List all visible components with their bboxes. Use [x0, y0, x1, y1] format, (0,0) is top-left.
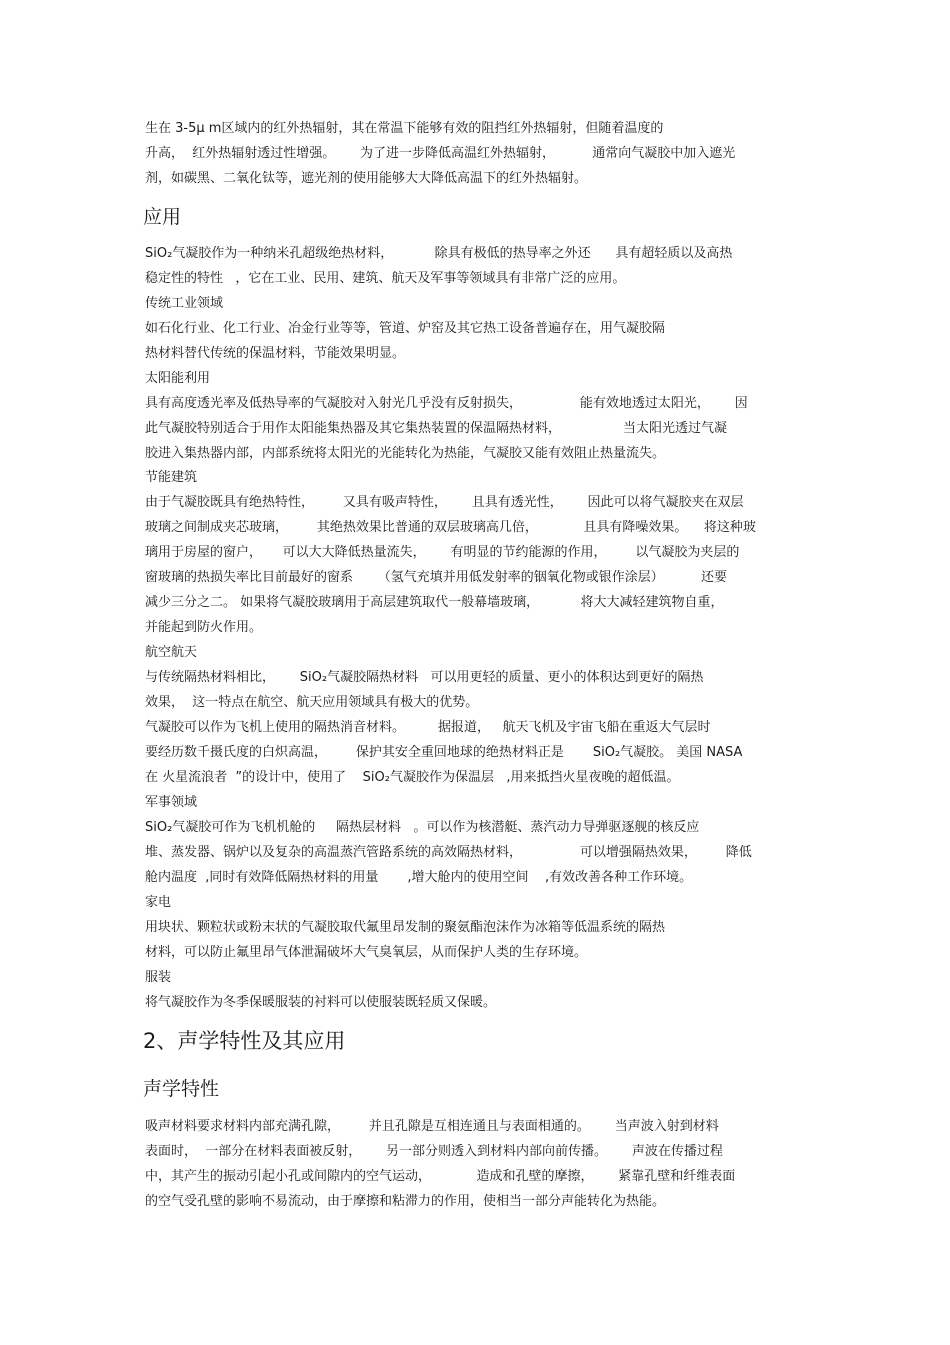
- paragraph-line: 的空气受孔壁的影响不易流动，由于摩擦和粘滞力的作用，使相当一部分声能转化为热能。: [145, 1194, 666, 1209]
- paragraph-line: 堆、蒸发器、锅炉以及复杂的高温蒸汽管路系统的高效隔热材料， 可以增强隔热效果， 降低: [145, 845, 752, 860]
- section-heading-acoustic: 2、声学特性及其应用: [143, 1029, 346, 1053]
- paragraph-line: SiO₂气凝胶可作为飞机机舱的 隔热层材料 。可以作为核潜艇、蒸汽动力导弹驱逐舰的核反应: [145, 820, 700, 835]
- paragraph-line: 此气凝胶特别适合于用作太阳能集热器及其它集热装置的保温隔热材料， 当太阳光透过气凝: [145, 421, 727, 436]
- paragraph-line: 效果， 这一特点在航空、航天应用领域具有极大的优势。: [145, 695, 479, 710]
- intro-line: 剂，如碳黑、二氧化钛等，遮光剂的使用能够大大降低高温下的红外热辐射。: [145, 171, 588, 186]
- subsection-title-clothing: 服装: [145, 970, 172, 985]
- paragraph-line: 减少三分之二。 如果将气凝胶玻璃用于高层建筑取代一般幕墙玻璃， 将大大减轻建筑物自重，: [145, 595, 724, 610]
- paragraph-line: 窗玻璃的热损失率比目前最好的窗系 （氢气充填并用低发射率的铟氧化物或银作涂层） 还要: [145, 570, 727, 585]
- paragraph-line: SiO₂气凝胶作为一种纳米孔超级绝热材料， 除具有极低的热导率之外还 具有超轻质以及高热: [145, 246, 733, 261]
- paragraph-line: 玻璃之间制成夹芯玻璃， 其绝热效果比普通的双层玻璃高几倍， 且具有降噪效果。 将这种玻: [145, 520, 756, 535]
- subsection-title-solar: 太阳能利用: [145, 371, 211, 386]
- subsection-title-aerospace: 航空航天: [145, 645, 198, 660]
- intro-line: 升高， 红外热辐射透过性增强。 为了进一步降低高温红外热辐射， 通常向气凝胶中加入遮光: [145, 146, 736, 161]
- paragraph-line: 将气凝胶作为冬季保暖服装的衬料可以使服装既轻质又保暖。: [145, 995, 497, 1010]
- subsection-heading-acoustic-properties: 声学特性: [143, 1078, 220, 1100]
- paragraph-line: 璃用于房屋的窗户， 可以大大降低热量流失， 有明显的节约能源的作用， 以气凝胶为夹层的: [145, 545, 740, 560]
- paragraph-line: 胶进入集热器内部，内部系统将太阳光的光能转化为热能，气凝胶又能有效阻止热量流失。: [145, 446, 666, 461]
- paragraph-line: 表面时， 一部分在材料表面被反射， 另一部分则透入到材料内部向前传播。 声波在传播过程: [145, 1144, 723, 1159]
- subsection-title-appliance: 家电: [145, 895, 172, 910]
- paragraph-line: 舱内温度 ,同时有效降低隔热材料的用量 ,增大舱内的使用空间 ,有效改善各种工作环境。: [145, 870, 693, 885]
- subsection-title-building: 节能建筑: [145, 470, 198, 485]
- paragraph-line: 如石化行业、化工行业、冶金行业等等，管道、炉窑及其它热工设备普遍存在，用气凝胶隔: [145, 321, 666, 336]
- paragraph-line: 热材料替代传统的保温材料，节能效果明显。: [145, 346, 406, 361]
- paragraph-line: 在 火星流浪者 ”的设计中，使用了 SiO₂气凝胶作为保温层 ,用来抵挡火星夜晚的超低温。: [145, 770, 680, 785]
- paragraph-line: 材料，可以防止氟里昂气体泄漏破坏大气臭氧层，从而保护人类的生存环境。: [145, 945, 588, 960]
- paragraph-line: 气凝胶可以作为飞机上使用的隔热消音材料。 据报道， 航天飞机及宇宙飞船在重返大气层时: [145, 720, 711, 735]
- paragraph-line: 吸声材料要求材料内部充满孔隙， 并且孔隙是互相连通且与表面相通的。 当声波入射到材料: [145, 1119, 719, 1134]
- paragraph-line: 由于气凝胶既具有绝热特性， 又具有吸声特性， 且具有透光性， 因此可以将气凝胶夹在双层: [145, 495, 744, 510]
- subsection-title-industrial: 传统工业领域: [145, 296, 224, 311]
- subsection-title-military: 军事领域: [145, 795, 198, 810]
- paragraph-line: 稳定性的特性 ，它在工业、民用、建筑、航天及军事等领域具有非常广泛的应用。: [145, 271, 626, 286]
- intro-line: 生在 3-5μ m区域内的红外热辐射，其在常温下能够有效的阻挡红外热辐射，但随着温度的: [145, 121, 664, 136]
- paragraph-line: 具有高度透光率及低热导率的气凝胶对入射光几乎没有反射损失， 能有效地透过太阳光， 因: [145, 396, 748, 411]
- paragraph-line: 并能起到防火作用。: [145, 620, 263, 635]
- section-heading-application: 应用: [143, 206, 182, 228]
- paragraph-line: 要经历数千摄氏度的白炽高温， 保护其安全重回地球的绝热材料正是 SiO₂气凝胶。 美国 NASA: [145, 745, 743, 760]
- paragraph-line: 用块状、颗粒状或粉末状的气凝胶取代氟里昂发制的聚氨酯泡沫作为冰箱等低温系统的隔热: [145, 920, 666, 935]
- paragraph-line: 与传统隔热材料相比， SiO₂气凝胶隔热材料 可以用更轻的质量、更小的体积达到更好的隔热: [145, 670, 704, 685]
- paragraph-line: 中，其产生的振动引起小孔或间隙内的空气运动， 造成和孔壁的摩擦， 紧靠孔壁和纤维表面: [145, 1169, 736, 1184]
